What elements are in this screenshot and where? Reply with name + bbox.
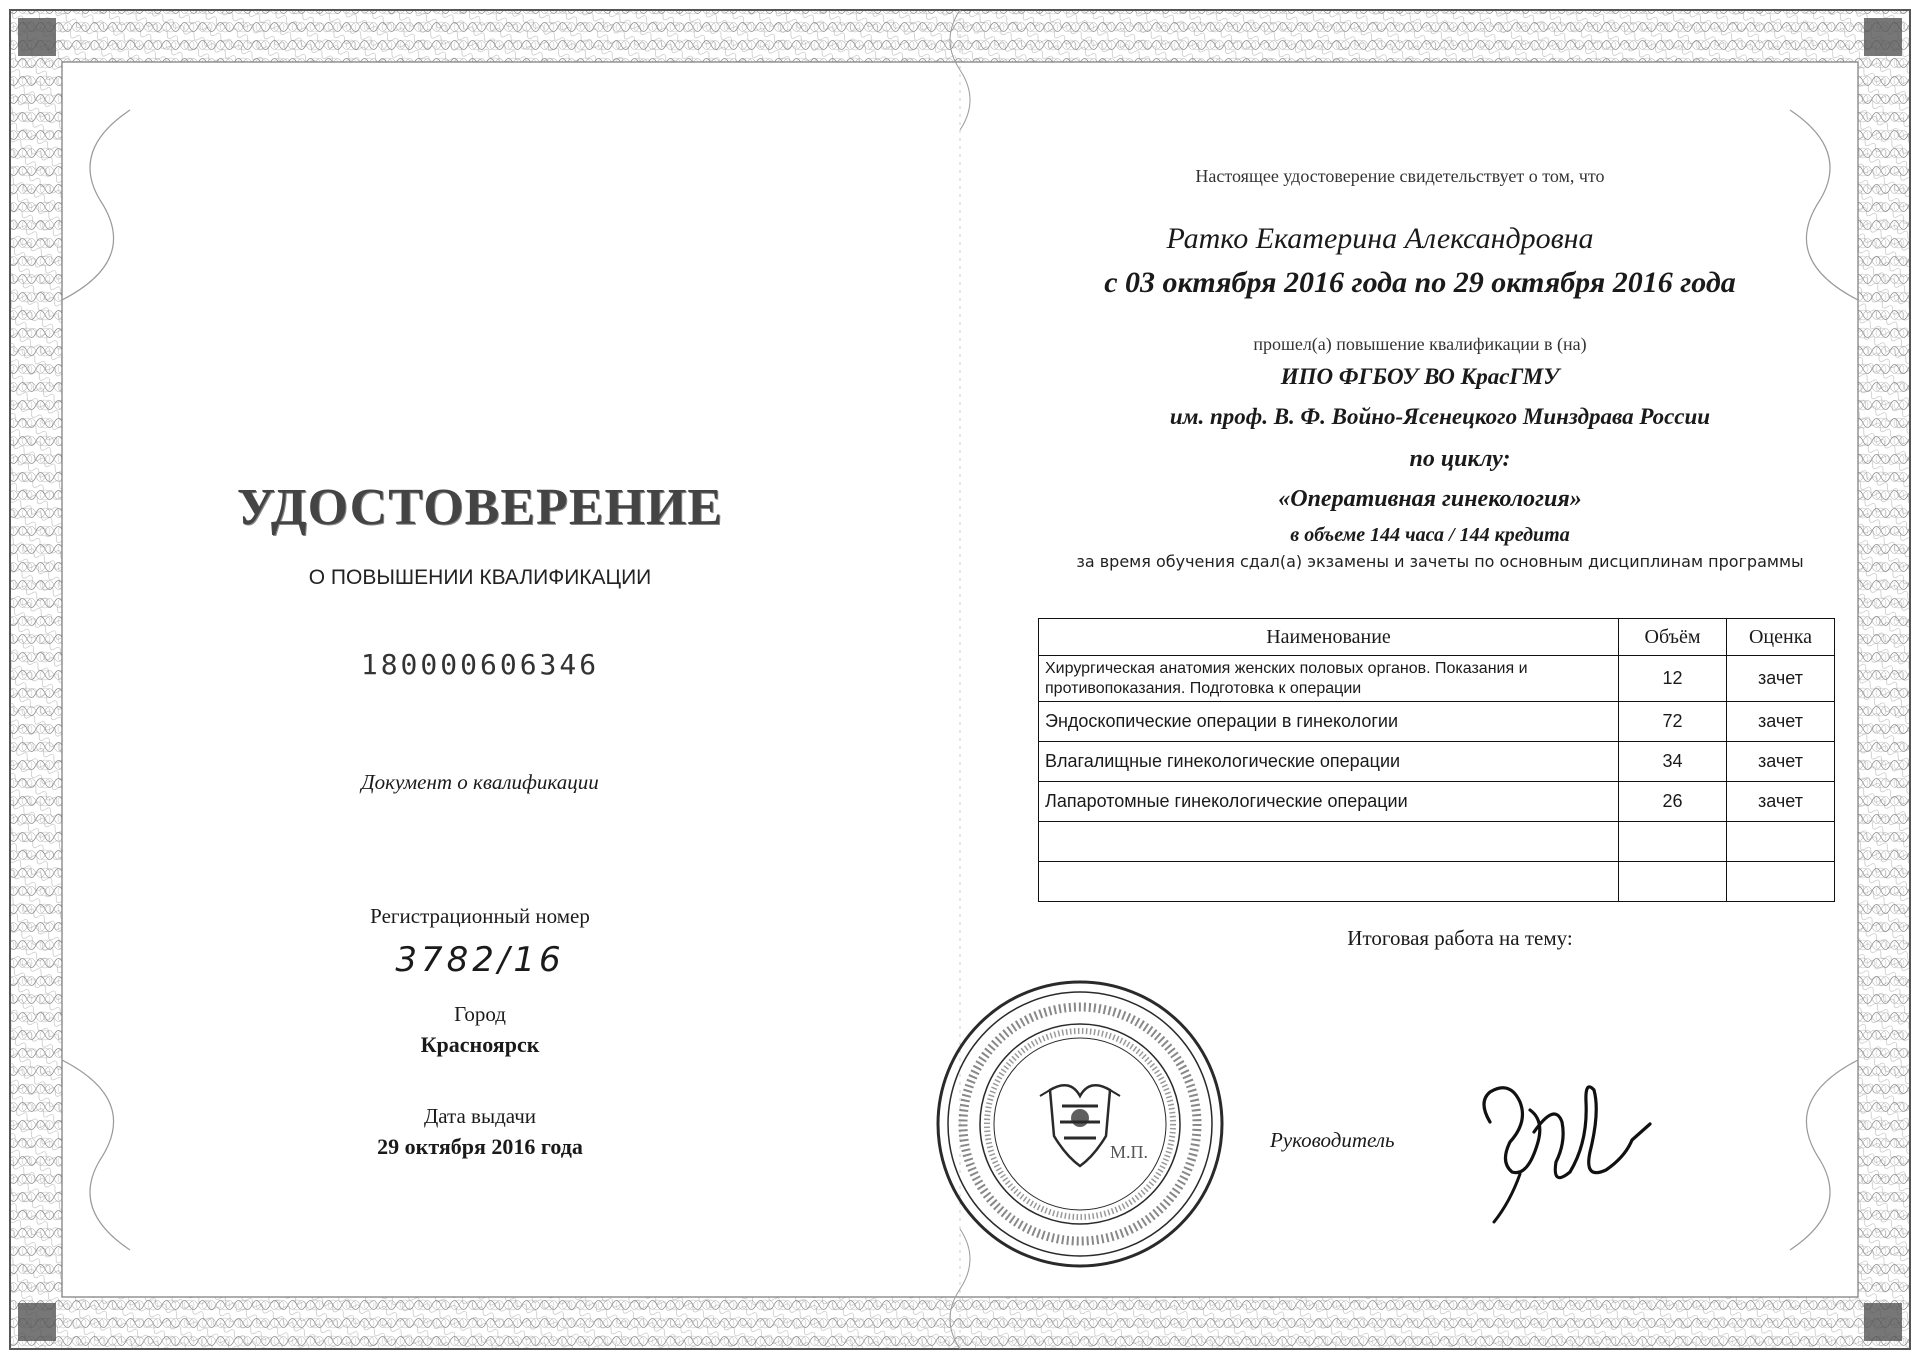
column-header-hours: Объём xyxy=(1619,619,1727,656)
column-header-grade: Оценка xyxy=(1727,619,1835,656)
table-row xyxy=(1039,862,1835,902)
discipline-name xyxy=(1039,822,1619,862)
discipline-name xyxy=(1039,862,1619,902)
round-seal-stamp xyxy=(932,976,1228,1272)
certificate-title: УДОСТОВЕРЕНИЕ xyxy=(236,479,724,536)
discipline-grade: зачет xyxy=(1727,702,1835,742)
table-row xyxy=(1039,656,1835,702)
certificate-subtitle: О ПОВЫШЕНИИ КВАЛИФИКАЦИИ xyxy=(308,566,652,589)
issue-date-label: Дата выдачи xyxy=(423,1104,537,1128)
table-row xyxy=(1039,702,1835,742)
table-header-row xyxy=(1039,619,1835,656)
discipline-hours: 34 xyxy=(1619,742,1727,782)
person-name: Ратко Екатерина Александровна xyxy=(1166,222,1594,255)
handwritten-signature xyxy=(1460,1062,1660,1232)
certificate-number: 180000606346 xyxy=(360,648,600,681)
discipline-grade xyxy=(1727,822,1835,862)
head-label: Руководитель xyxy=(1270,1128,1395,1152)
registration-label: Регистрационный номер xyxy=(370,904,590,928)
study-period: с 03 октября 2016 года по 29 октября 2016 года xyxy=(1104,266,1736,299)
disciplines-table xyxy=(1038,618,1835,902)
discipline-grade xyxy=(1727,862,1835,902)
organization-name: ИПО ФГБОУ ВО КрасГМУ xyxy=(1280,364,1560,389)
intro-text: Настоящее удостоверение свидетельствует о том, что xyxy=(1195,166,1605,186)
course-volume: в объеме 144 часа / 144 кредита xyxy=(1290,524,1570,546)
discipline-hours xyxy=(1619,822,1727,862)
city-label: Город xyxy=(454,1002,506,1026)
discipline-name: Эндоскопические операции в гинекологии xyxy=(1039,702,1619,742)
column-header-name: Наименование xyxy=(1039,619,1619,656)
discipline-hours xyxy=(1619,862,1727,902)
coat-of-arms-icon xyxy=(1040,1085,1120,1166)
discipline-grade: зачет xyxy=(1727,656,1835,702)
exams-note: за время обучения сдал(а) экзамены и зачеты по основным дисциплинам программы xyxy=(1076,552,1804,571)
table-row xyxy=(1039,782,1835,822)
table-row xyxy=(1039,742,1835,782)
registration-number: 3782/16 xyxy=(395,940,565,980)
passed-text: прошел(а) повышение квалификации в (на) xyxy=(1253,334,1587,354)
table-row xyxy=(1039,822,1835,862)
cycle-label: по циклу: xyxy=(1409,446,1511,472)
discipline-hours: 72 xyxy=(1619,702,1727,742)
discipline-grade: зачет xyxy=(1727,782,1835,822)
issue-date-value: 29 октября 2016 года xyxy=(377,1134,583,1159)
city-value: Красноярск xyxy=(420,1032,540,1057)
discipline-grade: зачет xyxy=(1727,742,1835,782)
discipline-name: Хирургическая анатомия женских половых органов. Показания и противопоказания. Подготовка к операции xyxy=(1039,656,1619,702)
document-type: Документ о квалификации xyxy=(361,770,599,794)
final-work-label: Итоговая работа на тему: xyxy=(1347,926,1573,950)
discipline-name: Влагалищные гинекологические операции xyxy=(1039,742,1619,782)
stamp-mark: М.П. xyxy=(1110,1142,1149,1162)
discipline-hours: 26 xyxy=(1619,782,1727,822)
discipline-name: Лапаротомные гинекологические операции xyxy=(1039,782,1619,822)
discipline-hours: 12 xyxy=(1619,656,1727,702)
organization-full-name: им. проф. В. Ф. Войно-Ясенецкого Минздрава России xyxy=(1169,404,1711,429)
cycle-name: «Оперативная гинекология» xyxy=(1278,486,1582,512)
